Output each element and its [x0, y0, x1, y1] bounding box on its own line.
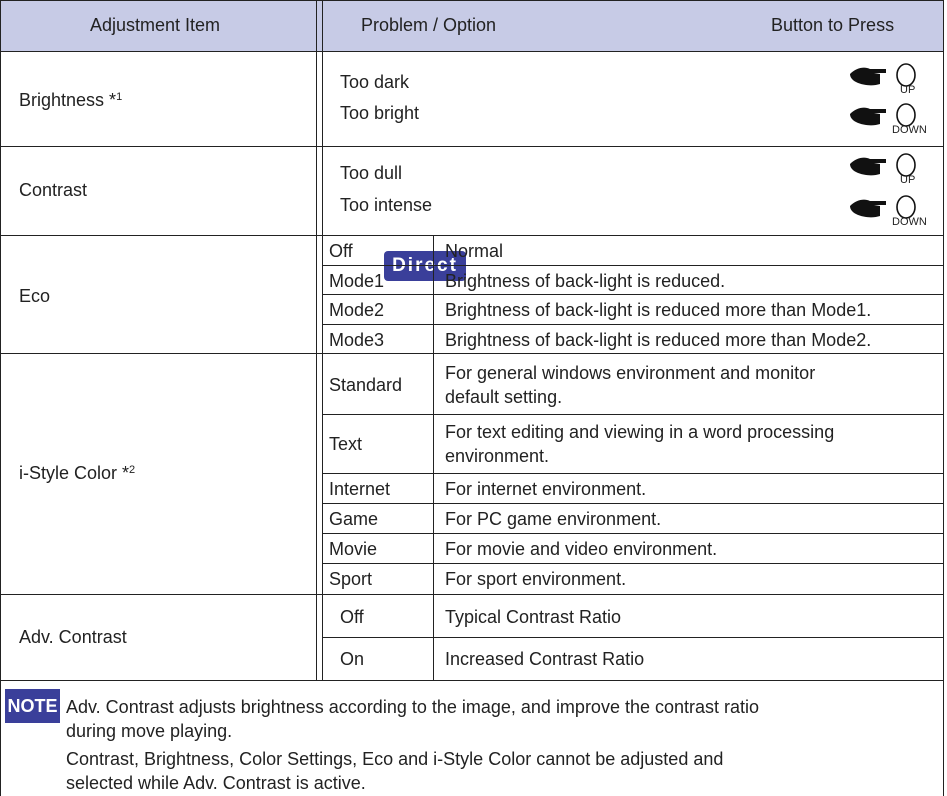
istyle-option-separator	[323, 414, 943, 415]
adv-option-desc: Increased Contrast Ratio	[445, 649, 645, 669]
note-text-line: Contrast, Brightness, Color Settings, Eco and i-Style Color cannot be adjusted and	[66, 749, 724, 769]
istyle-option-name: Movie	[329, 539, 378, 559]
note-badge: NOTE	[5, 689, 60, 723]
istyle-option-separator	[323, 563, 943, 564]
up-button-indicator	[846, 60, 936, 96]
istyle-option-separator	[323, 503, 943, 504]
column-divider-outer	[316, 0, 317, 680]
row-separator	[1, 680, 943, 681]
istyle-option-desc: environment.	[445, 446, 550, 466]
istyle-option-separator	[323, 533, 943, 534]
row-separator	[1, 146, 943, 147]
istyle-option-desc: For movie and video environment.	[445, 539, 718, 559]
adv-option-desc: Typical Contrast Ratio	[445, 607, 622, 627]
row-separator	[1, 594, 943, 595]
pointing-hand-icon	[846, 60, 936, 96]
eco-option-separator	[323, 294, 943, 295]
contrast-option-too-intense: Too intense	[340, 195, 433, 215]
down-button-indicator	[846, 100, 936, 136]
eco-option-desc: Brightness of back-light is reduced.	[445, 271, 726, 291]
eco-option-name: Mode3	[329, 330, 385, 350]
up-label: UP	[900, 174, 916, 186]
eco-option-desc: Brightness of back-light is reduced more than Mode2.	[445, 330, 872, 350]
down-label: DOWN	[892, 124, 927, 136]
eco-option-separator	[323, 324, 943, 325]
row-separator	[1, 353, 943, 354]
eco-option-name: Off	[329, 241, 353, 261]
istyle-option-desc: For PC game environment.	[445, 509, 662, 529]
column-divider-inner	[322, 0, 323, 680]
brightness-option-too-bright: Too bright	[340, 103, 420, 123]
istyle-option-separator	[323, 473, 943, 474]
eco-option-name: Mode1	[329, 271, 385, 291]
adv-option-name: Off	[340, 607, 364, 627]
istyle-option-name: Text	[329, 434, 363, 454]
row-separator	[1, 235, 943, 236]
adv-option-separator	[323, 637, 943, 638]
brightness-label: Brightness *$^1$	[19, 90, 123, 110]
down-label: DOWN	[892, 216, 927, 228]
up-label: UP	[900, 84, 916, 96]
istyle-option-name: Internet	[329, 479, 391, 499]
header-adjustment-item: Adjustment Item	[90, 15, 221, 35]
note-text-line: Adv. Contrast adjusts brightness according to the image, and improve the contrast ratio	[66, 697, 760, 717]
eco-option-separator	[323, 265, 943, 266]
eco-option-desc: Normal	[445, 241, 504, 261]
istyle-color-label: i-Style Color *$^2$	[19, 463, 136, 483]
up-button-indicator	[846, 150, 936, 186]
direct-badge: Direct	[384, 251, 466, 281]
pointing-hand-icon	[846, 150, 936, 186]
adv-contrast-label: Adv. Contrast	[19, 627, 127, 647]
header-button-to-press: Button to Press	[771, 15, 895, 35]
note-text-line: during move playing.	[66, 721, 233, 741]
brightness-option-too-dark: Too dark	[340, 72, 410, 92]
istyle-option-name: Game	[329, 509, 379, 529]
contrast-option-too-dull: Too dull	[340, 163, 403, 183]
istyle-option-desc: For general windows environment and monitor	[445, 363, 816, 383]
contrast-label: Contrast	[19, 180, 88, 200]
istyle-option-name: Sport	[329, 569, 373, 589]
eco-option-desc: Brightness of back-light is reduced more than Mode1.	[445, 300, 872, 320]
istyle-option-name: Standard	[329, 375, 403, 395]
istyle-option-desc: For sport environment.	[445, 569, 627, 589]
istyle-option-desc: For internet environment.	[445, 479, 647, 499]
down-button-indicator	[846, 192, 936, 228]
eco-label: Eco	[19, 286, 51, 306]
adv-option-name: On	[340, 649, 365, 669]
eco-option-name: Mode2	[329, 300, 385, 320]
note-text-line: selected while Adv. Contrast is active.	[66, 773, 366, 793]
header-problem-option: Problem / Option	[361, 15, 497, 35]
istyle-option-desc: For text editing and viewing in a word processing	[445, 422, 835, 442]
istyle-option-desc: default setting.	[445, 387, 563, 407]
